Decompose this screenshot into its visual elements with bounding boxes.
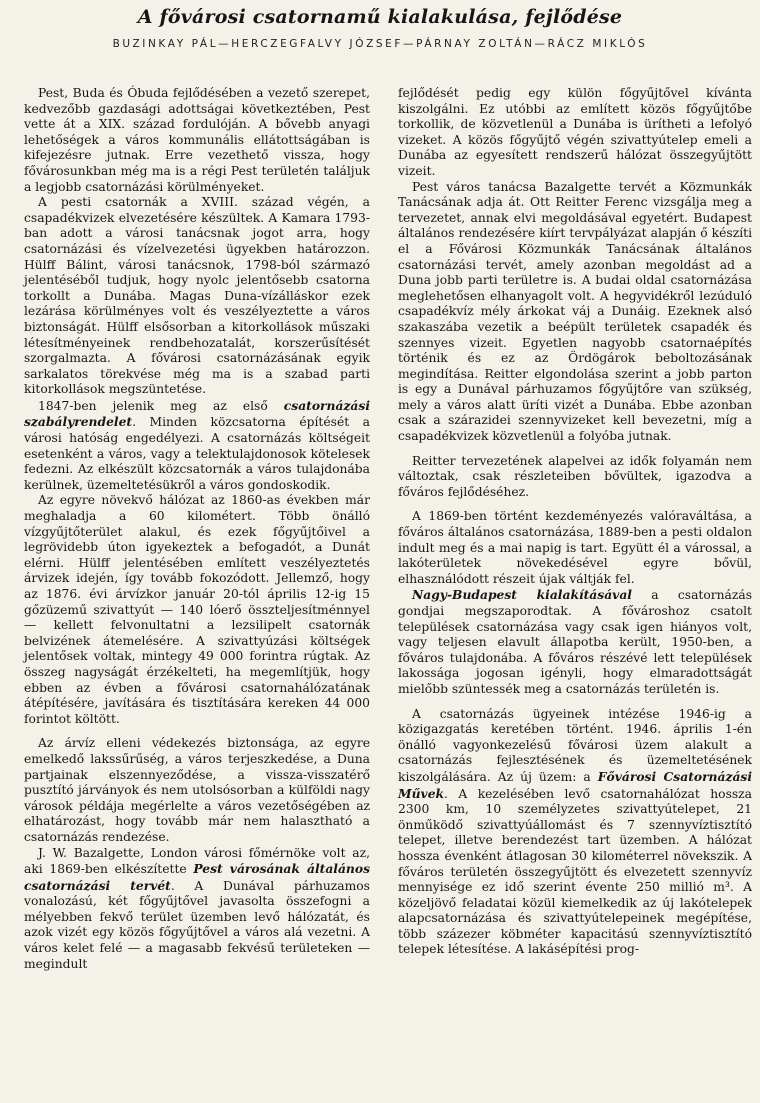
emphasis-term: Fővárosi Csatornázási Művek (398, 768, 753, 801)
paragraph: A 1869-ben történt kezdeményezés valóraváltása, a főváros általános csatornázása, 1889-ben a pesti oldalon indult meg és a mai napig is tart. Együtt él a várossal, a lakóterületek növekedésével egyre bővül, elhasználódott részeit újak váltják fel. (398, 509, 752, 586)
paragraph: Az egyre növekvő hálózat az 1860-as években már meghaladja a 60 kilométert. Több önálló vízgyűjtőterület alakul, és ezek főgyűjtőivel a legrövidebb úton igyekeztek a befogadót, a Dunát elérni. Hülff jelentésében említett veszélyeztetés árvizek idején, így tovább fokozódott. Jellemző, hogy az 1876. évi árvízkor január 20-tól április 12-ig 15 gőzüzemű szivattyút — 140 lóerő összteljesítménnyel — kellett felvonultatni a lezsilipelt csatornák belvizének átemelésére. A szivattyúzási költségek jelentősek voltak, mintegy 49 000 forintra rúgtak. Az összeg nagyságát érzékelteti, ha megemlítjük, hogy ebben az évben a fővárosi csatornahálózatának átépítésére, javítására és tisztítására kereken 44 000 forintot költött. (24, 493, 370, 726)
paragraph (398, 587, 752, 697)
paragraph: fejlődését pedig egy külön főgyűjtővel kívánta kiszolgálni. Ez utóbbi az említett közös főgyűjtőbe torkollik, de közvetlenül a Dunába is ürítheti a lefolyó vizeket. A közös főgyűjtő végén szivattyútelep emeli a Dunába az egyesített rendszerű hálózat összegyűjtött vizeit. (398, 86, 752, 178)
paragraph (24, 398, 370, 494)
right-column (398, 86, 752, 958)
paragraph (398, 707, 752, 959)
paragraph: A pesti csatornák a XVIII. század végén, a csapadékvizek elvezetésére készültek. A Kamara 1793-ban adott a városi tanácsnak jogot arra, hogy csatornázási és vízelvezetési ügyekben határozzon. Hülff Bálint, városi tanácsnok, 1798-ból származó jelentéséből tudjuk, hogy nyolc jelentősebb csatorna torkollt a Dunába. Magas Duna-vízálláskor ezek lezárása körülményes volt és veszélyeztette a város biztonságát. Hülff elsősorban a kitorkollások műszaki létesítményeinek rendbehozatalát, korszerűsítését szorgalmazta. A fővárosi csatornázásának egyik sarkalatos törekvése még ma is a szabad parti kitorkollások megszüntetése. (24, 195, 370, 397)
text-span: 1847-ben jelenik meg az első (38, 398, 284, 413)
text-span: . Minden közcsatorna építését a városi hatóság engedélyezi. A csatornázás költségeit esetenként a város, vagy a telektulajdonosok kötelesek fedezni. Az elkészült közcsatornák a város tulajdonába kerülnek, üzemeltetésükről a város gondoskodik. (24, 415, 370, 492)
paragraph: Pest, Buda és Óbuda fejlődésében a vezető szerepet, kedvezőbb gazdasági adottságai következtében, Pest vette át a XIX. század fordulóján. A bővebb anyagi lehetőségek a város kommunális ellátottságában is kifejezésre jutnak. Erre vezethető vissza, hogy fővárosunkban még ma is a régi Pest területén találjuk a legjobb csatornázási körülményeket. (24, 86, 370, 194)
emphasis-term: Pest városának általános csatornázási tervét (24, 861, 370, 893)
paragraph: Az árvíz elleni védekezés biztonsága, az egyre emelkedő lakssűrűség, a város terjeszkedése, a Duna partjainak elszennyeződése, a vissza-visszatérő pusztító járványok és nem utolsósorban a külföldi nagy városok példája megérlelte a város vezetőségében az elhatározást, hogy tovább már nem halasztható a csatornázás rendezése. (24, 736, 370, 844)
article-title: A fővárosi csatornamű kialakulása, fejlődése (137, 6, 623, 28)
text-span: . A kezelésében levő csatornahálózat hossza 2300 km, 10 személyzetes szivattyútelepet, 21 önműködő szivattyúállomást és 7 szennyvíztisztító telepet, illetve berendezést tart üzemben. A hálózat hossza évenként átlagosan 30 kilométerrel növekszik. A főváros területén összegyűjtött és elvezetett szennyvíz mennyisége ez idő szerint évente 250 millió m³. A közeljövő feladatai közül kiemelkedik az új lakótelepek alapcsatornázása és szivattyútelepeinek megépítése, több százezer köbméter kapacitású szennyvíztisztító telepek létesítése. A lakásépítési prog- (398, 786, 752, 957)
left-column (24, 86, 370, 972)
paragraph (24, 846, 370, 973)
text-span: A csatornázás ügyeinek intézése 1946-ig a közigazgatás keretében történt. 1946. április 1-én önálló vagyonkezelésű fővárosi üzem alakult a csatornázás fejlesztésének és üzemeltetésének kiszolgálására. Az új üzem: a (398, 706, 752, 784)
emphasis-term: csatornázási szabályrendelet (24, 397, 370, 430)
paragraph: Reitter tervezetének alapelvei az idők folyamán nem változtak, csak részleteiben bővültek, igazodva a főváros fejlődéséhez. (398, 453, 752, 499)
text-span: . A Dunával párhuzamos vonalozású, két főgyűjtővel javasolta összefogni a mélyebben fekvő terület üzemben levő hálózatát, és azok vizét egy közös főgyűjtővel a város alá vezetni. A város kelet felé — a magasabb fekvésű területeken — megindult (24, 878, 370, 971)
paragraph: Pest város tanácsa Bazalgette tervét a Közmunkák Tanácsának adja át. Ott Reitter Ferenc vizsgálja meg a tervezetet, annak elvi megoldásával egyetért. Budapest általános rendezésére kiírt tervpályázat alapján ő készíti el a Fővárosi Közmunkák Tanácsának általános csatornázási tervét, amely azonban megoldást ad a Duna jobb parti területre is. A budai oldal csatornázása meglehetősen elhanyagolt volt. A hegyvidékről lezúduló csapadékvíz mély árkokat váj a Dunáig. Ezeknek alsó szakaszába vezetik a beépült területek csapadék és szennyes vizeit. Egyetlen nagyobb csatornaépítés történik és ez az Ördögárok beboltozásának megindítása. Reitter elgondolása szerint a jobb parton is egy a Dunával párhuzamos főgyűjtőre van szükség, mely a város alatt üríti vizét a Dunába. Ebbe azonban csak a szárazidei szennyvizeket kell bevezetni, míg a csapadékvizek közvetlenül a folyóba jutnak. (398, 179, 752, 444)
emphasis-term: Nagy-Budapest kialakításával (412, 587, 632, 603)
text-span: a csatornázás gondjai megszaporodtak. A fővároshoz csatolt települések csatornázása vagy csak igen hiányos volt, vagy teljesen elavult állapotba került, 1950-ben, a főváros tulajdonába. A főváros részévé lett települések lakossága jogosan igényli, hogy elmaradottságát mielőbb szüntessék meg a csatornázás területén is. (398, 588, 753, 696)
text-span: J. W. Bazalgette, London városi főmérnöke volt az, aki 1869-ben elkészítette (24, 845, 370, 877)
article-authors: BUZINKAY PÁL—HERCZEGFALVY JÓZSEF—PÁRNAY ZOLTÁN—RÁCZ MIKLÓS (112, 38, 648, 50)
